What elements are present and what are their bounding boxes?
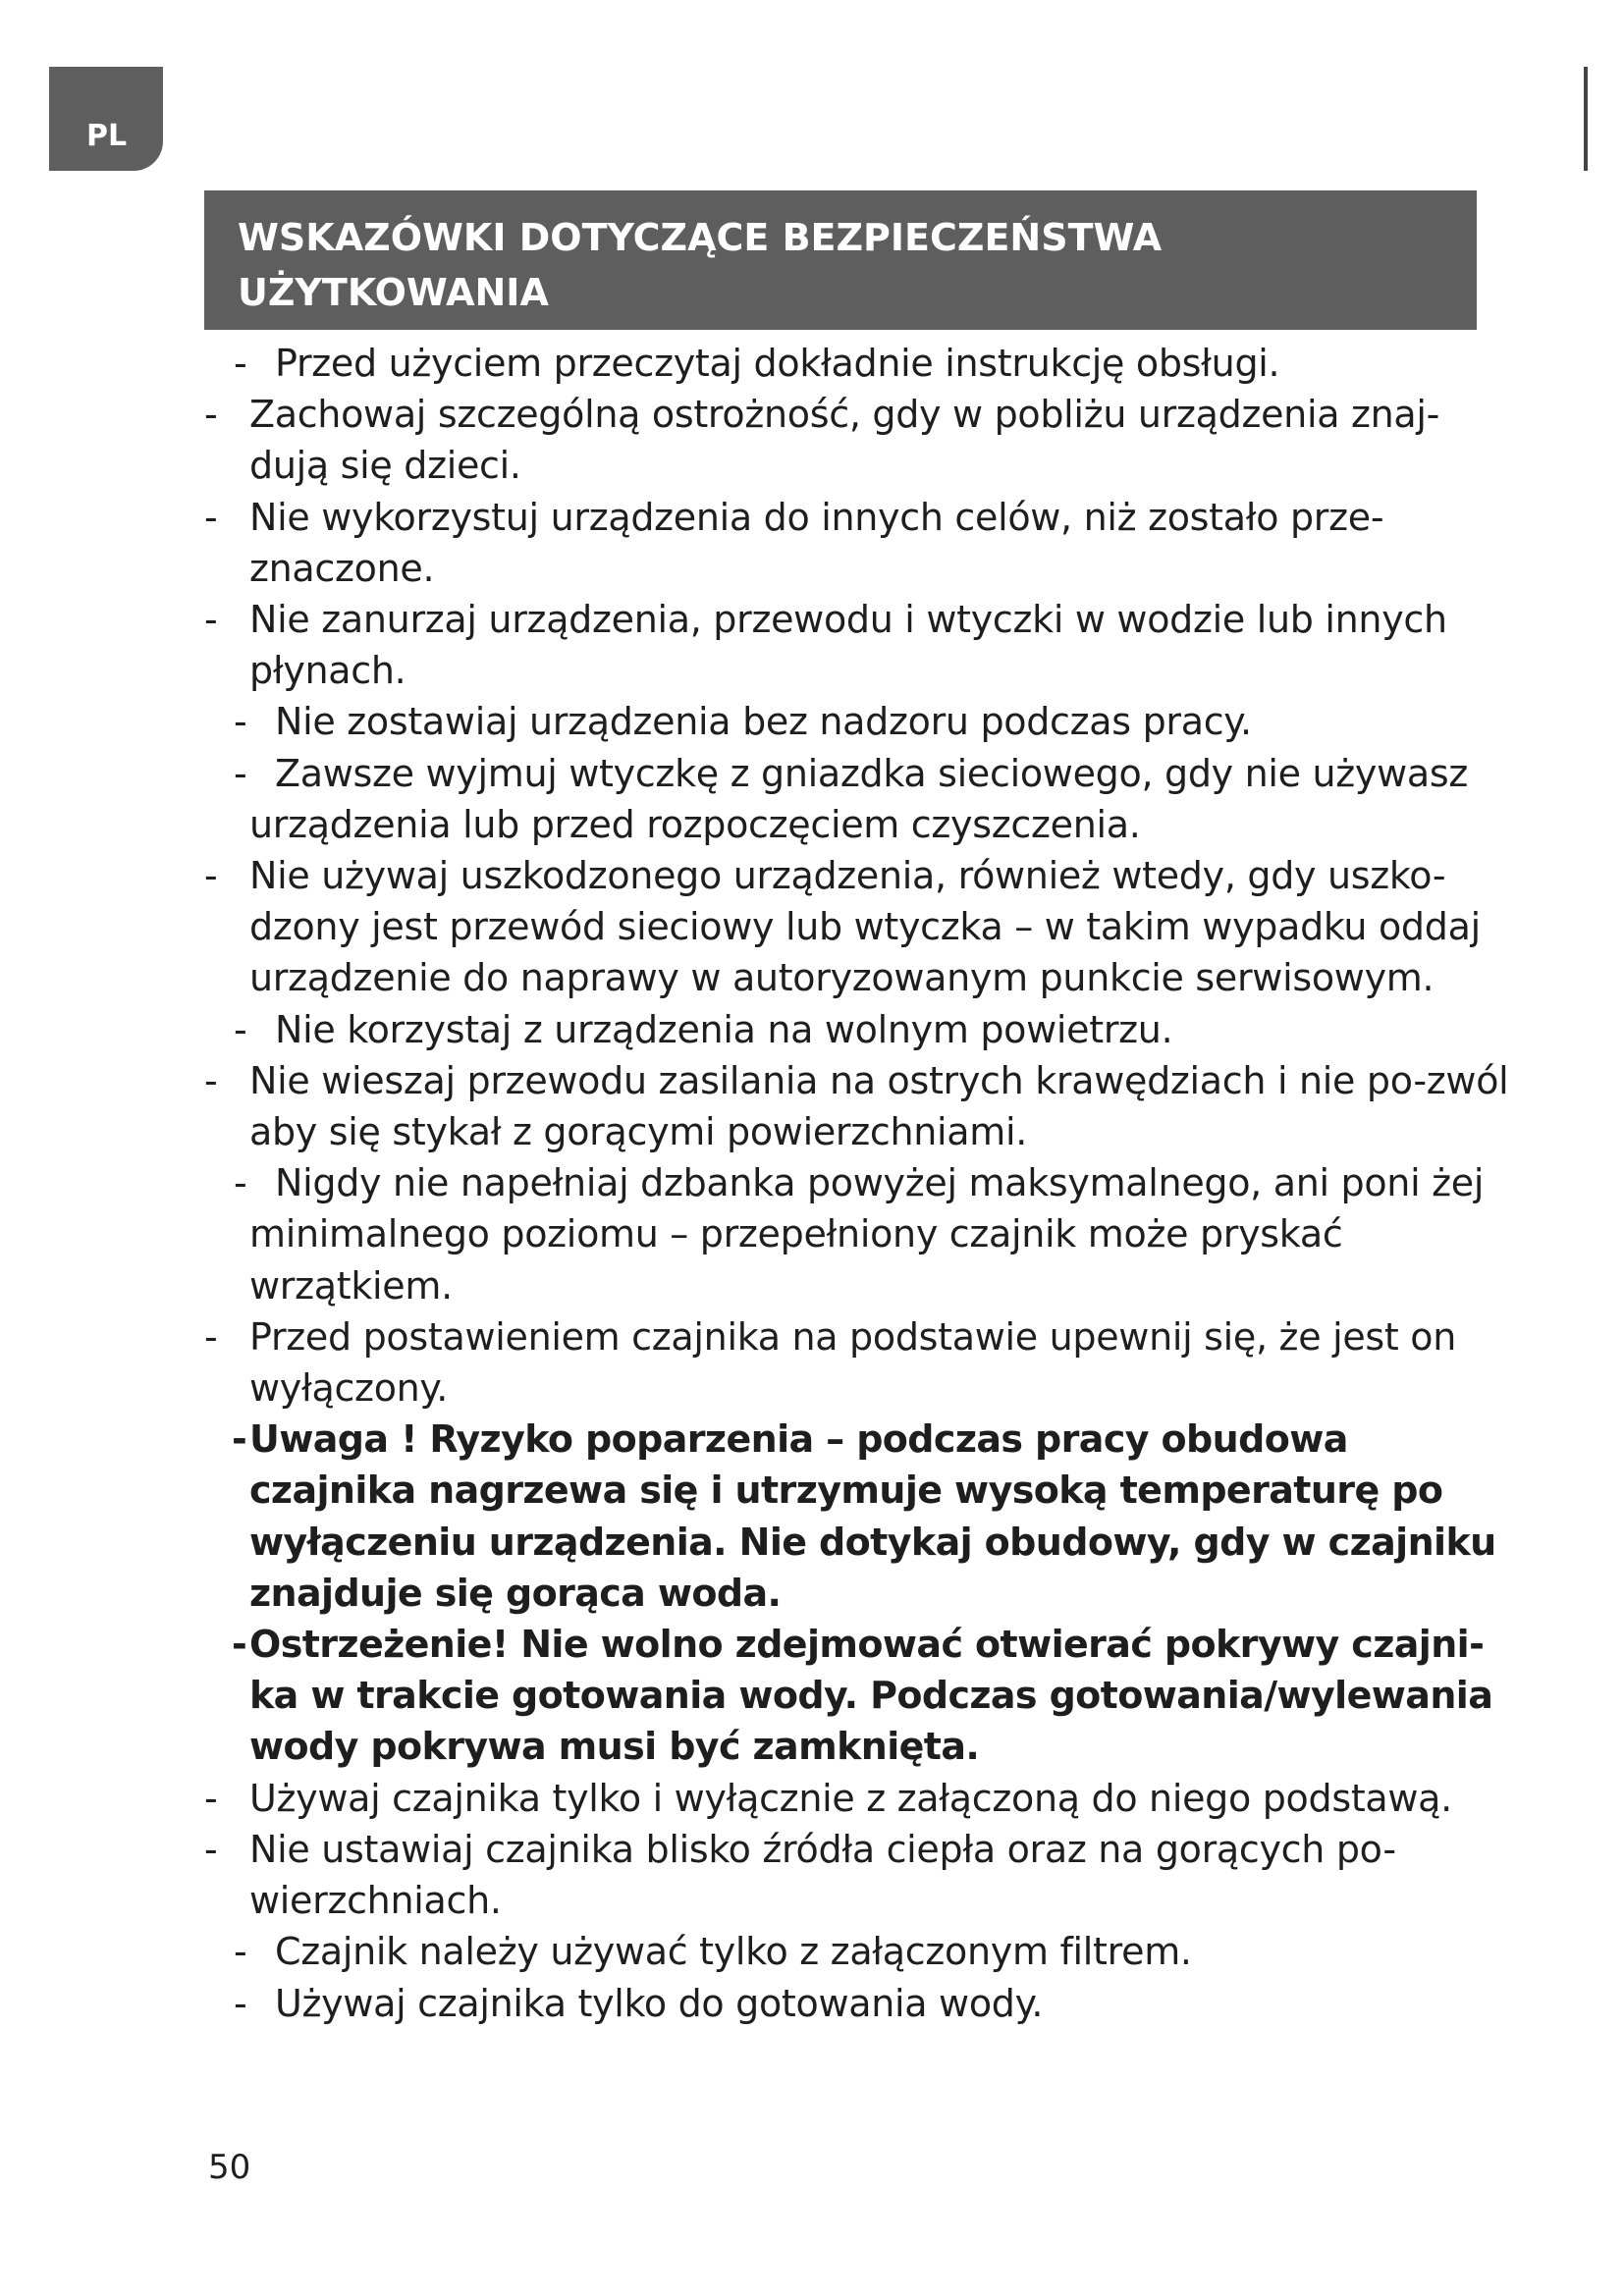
list-item-text: Używaj czajnika tylko i wyłącznie z załączoną do niego podstawą. xyxy=(249,1776,1452,1820)
list-item-dash: - xyxy=(234,700,247,744)
warning-item xyxy=(204,1414,1510,1619)
list-item-text: Nie wykorzystuj urządzenia do innych celów, niż zostało prze-znaczone. xyxy=(249,495,1384,590)
list-item-text: Nie używaj uszkodzonego urządzenia, również wtedy, gdy uszko-dzony jest przewód sieciowy lub wtyczka – w takim wypadku oddaj urządzenie do naprawy w autoryzowanym punkcie serwisowym. xyxy=(249,854,1481,1000)
list-item xyxy=(204,1055,1510,1157)
list-item xyxy=(204,1978,1510,2029)
page-edge-mark xyxy=(1584,67,1588,171)
list-item-dash: - xyxy=(234,1161,247,1205)
list-item-text: Zachowaj szczególną ostrożność, gdy w pobliżu urządzenia znaj-dują się dzieci. xyxy=(249,393,1440,488)
section-title-line-1: WSKAZÓWKI DOTYCZĄCE BEZPIECZEŃSTWA xyxy=(238,216,1163,259)
list-item xyxy=(204,850,1510,1004)
list-item-dash: - xyxy=(204,598,218,642)
list-item xyxy=(204,1926,1510,1977)
list-item-dash: - xyxy=(232,1623,247,1667)
section-title-line-2: UŻYTKOWANIA xyxy=(238,271,549,314)
list-item xyxy=(204,338,1510,389)
section-title-banner xyxy=(204,190,1477,330)
list-item xyxy=(204,1824,1510,1926)
warning-item xyxy=(204,1619,1510,1773)
list-item-dash: - xyxy=(204,854,218,898)
list-item-dash: - xyxy=(234,1007,247,1051)
safety-instructions-list xyxy=(204,338,1510,2029)
list-item xyxy=(204,696,1510,747)
list-item-text: Przed postawieniem czajnika na podstawie upewnij się, że jest on wyłączony. xyxy=(249,1314,1457,1411)
list-item-text: Czajnik należy używać tylko z załączonym filtrem. xyxy=(275,1930,1192,1974)
list-item-dash: - xyxy=(204,393,218,437)
page-number: 50 xyxy=(208,2148,251,2187)
list-item xyxy=(204,1311,1510,1414)
list-item xyxy=(204,594,1510,696)
list-item xyxy=(204,1773,1510,1824)
list-item-dash: - xyxy=(204,1776,218,1820)
list-item xyxy=(204,1157,1510,1311)
list-item-text: Nie ustawiaj czajnika blisko źródła ciepła oraz na gorących po-wierzchniach. xyxy=(249,1827,1396,1923)
list-item-dash: - xyxy=(204,1314,218,1359)
list-item xyxy=(204,748,1510,850)
list-item-text: Nie korzystaj z urządzenia na wolnym powietrzu. xyxy=(275,1007,1173,1051)
list-item-dash: - xyxy=(234,1981,247,2025)
warning-text: Ostrzeżenie! Nie wolno zdejmować otwierać pokrywy czajni-ka w trakcie gotowania wody. Podczas gotowania/wylewania wody pokrywa musi być zamknięta. xyxy=(249,1623,1493,1769)
list-item-dash: - xyxy=(204,495,218,539)
list-item-dash: - xyxy=(234,1930,247,1974)
list-item-dash: - xyxy=(204,1058,218,1102)
list-item xyxy=(204,1004,1510,1055)
list-item-text: Nie wieszaj przewodu zasilania na ostrych krawędziach i nie po-zwól aby się stykał z gorącymi powierzchniami. xyxy=(249,1058,1509,1154)
list-item xyxy=(204,389,1510,491)
list-item xyxy=(204,492,1510,594)
language-tab xyxy=(49,67,163,171)
list-item-dash: - xyxy=(232,1417,247,1462)
list-item-text: Nie zanurzaj urządzenia, przewodu i wtyczki w wodzie lub innych płynach. xyxy=(249,598,1447,693)
list-item-text: Nigdy nie napełniaj dzbanka powyżej maksymalnego, ani poni żej minimalnego poziomu – przepełniony czajnik może pryskać wrzątkiem. xyxy=(249,1161,1485,1308)
list-item-text: Przed użyciem przeczytaj dokładnie instrukcję obsługi. xyxy=(275,342,1280,385)
list-item-dash: - xyxy=(204,1827,218,1871)
list-item-text: Zawsze wyjmuj wtyczkę z gniazdka sieciowego, gdy nie używasz urządzenia lub przed rozpoczęciem czyszczenia. xyxy=(249,751,1469,846)
list-item-dash: - xyxy=(234,751,247,795)
list-item-dash: - xyxy=(234,342,247,385)
list-item-text: Używaj czajnika tylko do gotowania wody. xyxy=(275,1981,1044,2025)
list-item-text: Nie zostawiaj urządzenia bez nadzoru podczas pracy. xyxy=(275,700,1252,744)
warning-text: Uwaga ! Ryzyko poparzenia – podczas pracy obudowa czajnika nagrzewa się i utrzymuje wysoką temperaturę po wyłączeniu urządzenia. Nie dotykaj obudowy, gdy w czajniku znajduje się gorąca woda. xyxy=(249,1417,1496,1615)
language-tab-label: PL xyxy=(86,119,128,153)
